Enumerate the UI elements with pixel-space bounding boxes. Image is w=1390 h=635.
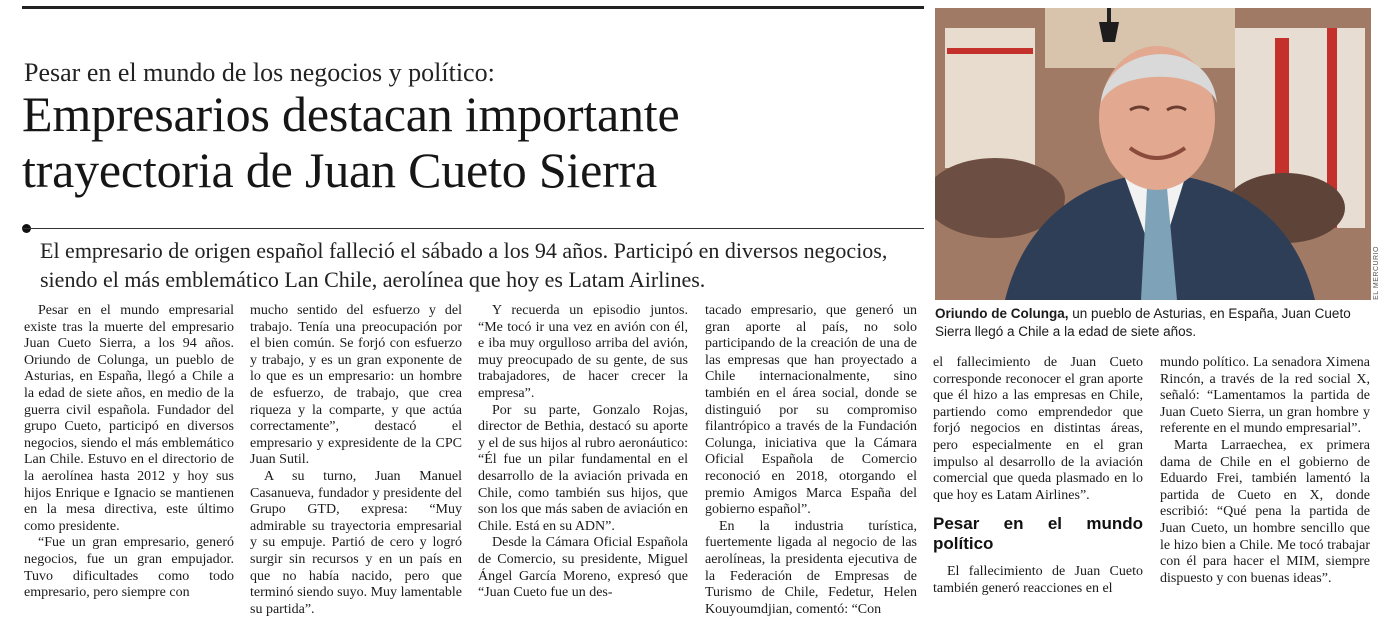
paragraph: tacado empresario, que generó un gran aporte al país, no solo participando de la creación de una de las empresas que han proyectado a Chile internacionalmente, sino también en el área social, donde se distinguió por su compromiso filantrópico a través de la Fundación Colunga, iniciativa que la Cámara Oficial Española de Comercio reconoció en 2018, otorgando el premio Amigos Marca España del gobierno español”.	[705, 303, 917, 518]
headline-line-1: Empresarios destacan importante	[22, 86, 680, 142]
paragraph: el fallecimiento de Juan Cueto corresponde reconocer el gran aporte que él hizo a las empresas en Chile, partiendo como emprendedor que forjó negocios en distintas áreas, pero especialmente en el gran impulso al desarrollo de la aviación comercial que queda plasmado en lo que hoy es Latam Airlines”.	[933, 355, 1143, 503]
portrait-illustration	[935, 8, 1371, 300]
article-kicker: Pesar en el mundo de los negocios y político:	[24, 58, 495, 87]
article-headline	[22, 86, 922, 198]
body-column-6	[1160, 355, 1370, 587]
top-rule	[22, 6, 924, 9]
paragraph: mundo político. La senadora Ximena Rincón, a través de la red social X, señaló: “Lamentamos la partida de Juan Cueto Sierra, un gran hombre y referente en el mundo empresarial”.	[1160, 355, 1370, 437]
body-column-2	[250, 303, 462, 618]
paragraph: Pesar en el mundo empresarial existe tras la muerte del empresario Juan Cueto Sierra, a los 94 años. Oriundo de Colunga, un pueblo de Asturias, en España, llegó a Chile a la edad de siete años, en medio de la guerra civil española. Fundador del grupo Cueto, participó en diversos negocios, siendo el más emblemático Lan Chile. Estuvo en el directorio de la aerolínea hasta 2012 y hoy sus hijos Enrique e Ignacio se mantienen en la mesa directiva, este último como presidente.	[24, 303, 234, 534]
portrait-photo	[935, 8, 1371, 300]
paragraph: “Fue un gran empresario, generó negocios, fue un gran empujador. Tuvo dificultades como todo empresario, pero siempre con	[24, 535, 234, 601]
photo-caption	[935, 305, 1371, 341]
caption-lead: Oriundo de Colunga,	[935, 306, 1069, 321]
photo-credit: EL MERCURIO	[1373, 246, 1380, 300]
paragraph: mucho sentido del esfuerzo y del trabajo. Tenía una preocupación por el bien común. Se forjó con esfuerzo y trabajo, y es un gran exponente de lo que es un empresario: un hombre de esfuerzo, de trabajo, que crea riqueza y la comparte, y que actúa correctamente”, destacó el empresario y expresidente de la CPC Juan Sutil.	[250, 303, 462, 468]
body-column-3	[478, 303, 688, 602]
paragraph: El fallecimiento de Juan Cueto también generó reacciones en el	[933, 564, 1143, 596]
paragraph: Marta Larraechea, ex primera dama de Chile en el gobierno de Eduardo Frei, también lamentó la partida de Cueto en X, donde escribió: “Qué pena la partida de Juan Cueto, un hombre sencillo que le hizo bien a Chile. Me tocó trabajar con él para hacer el MIM, siempre dispuesto y con buenas ideas”.	[1160, 437, 1370, 586]
body-column-5	[933, 355, 1143, 598]
paragraph: Y recuerda un episodio juntos. “Me tocó ir una vez en avión con él, e iba muy orgulloso arriba del avión, muy preocupado de su gente, de sus trabajadores, de hacer crecer la empresa”.	[478, 303, 688, 401]
paragraph: Por su parte, Gonzalo Rojas, director de Bethia, destacó su aporte y el de sus hijos al rubro aeronáutico: “Él fue un pilar fundamental en el desarrollo de la aviación privada en Chile, como también sus hijos, que son los que más saben de aviación en Chile. Está en su ADN”.	[478, 402, 688, 534]
article-deck: El empresario de origen español falleció el sábado a los 94 años. Participó en diversos negocios, siendo el más emblemático Lan Chile, aerolínea que hoy es Latam Airlines.	[40, 238, 888, 292]
body-column-4	[705, 303, 917, 618]
headline-line-2: trayectoria de Juan Cueto Sierra	[22, 142, 658, 198]
deck-rule	[22, 228, 924, 229]
paragraph: Desde la Cámara Oficial Española de Comercio, su presidente, Miguel Ángel García Moreno, expresó que “Juan Cueto fue un des-	[478, 535, 688, 601]
paragraph: A su turno, Juan Manuel Casanueva, fundador y presidente del Grupo GTD, expresa: “Muy admirable su trayectoria empresarial y su empuje. Partió de cero y logró surgir sin recursos y en un país en que no había nacido, pero que terminó siendo suyo. Muy lamentable su partida”.	[250, 468, 462, 617]
paragraph: En la industria turística, fuertemente ligada al negocio de las aerolíneas, la presidenta ejecutiva de la Federación de Empresas de Turismo de Chile, Fedetur, Helen Kouyoumdjian, comentó: “Con	[705, 518, 917, 617]
section-subhead: Pesar en el mundo político	[933, 514, 1143, 554]
caption-text: un pueblo de Asturias, en España, Juan Cueto Sierra llegó a Chile a la edad de siete años.	[935, 306, 1351, 339]
body-column-1	[24, 303, 234, 602]
